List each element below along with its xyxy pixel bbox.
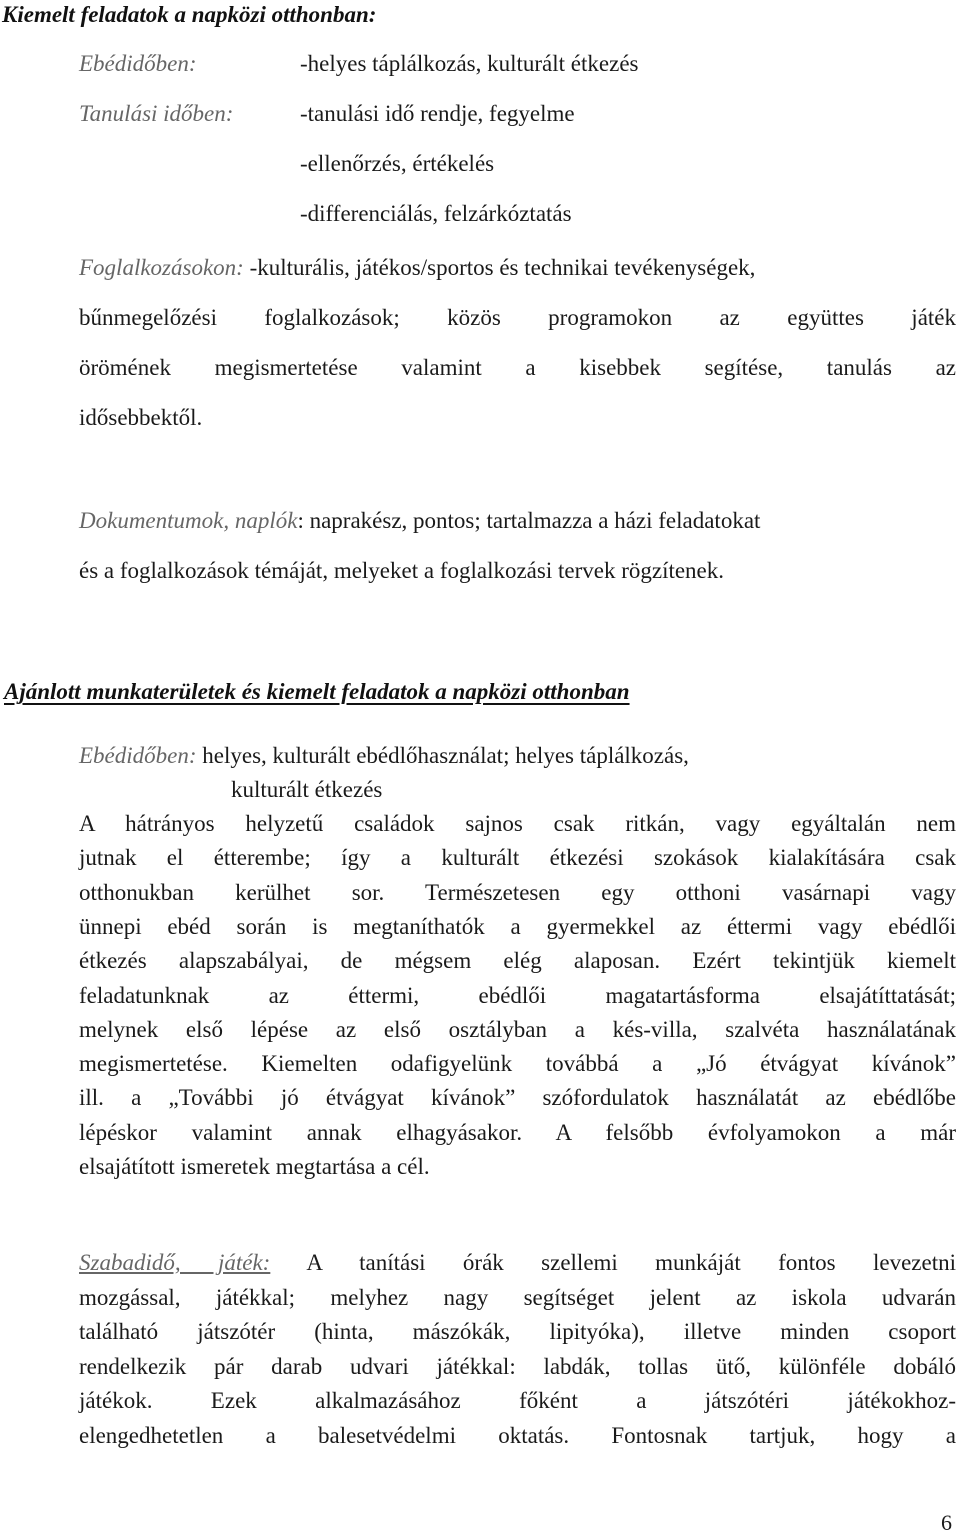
paragraph-line: rendelkezik pár darab udvari játékkal: labdák, tollas ütő, különféle dobáló	[79, 1353, 956, 1379]
activities-line-1	[79, 253, 755, 283]
label-activities: Foglalkozásokon:	[79, 255, 244, 280]
activities-line-2: bűnmegelőzési foglalkozások; közös programokon az együttes játék	[79, 305, 956, 330]
activities-text: -kulturális, játékos/sportos és technikai tevékenységek,	[243, 255, 756, 280]
study-task-1: -tanulási idő rendje, fegyelme	[300, 101, 575, 126]
paragraph-line: megismertetése. Kiemelten odafigyelünk továbbá a „Jó étvágyat kívánok”	[79, 1051, 956, 1077]
activities-line-4: idősebbektől.	[79, 405, 203, 430]
paragraph-line: található játszótér (hinta, mászókák, lipityóka), illetve minden csoport	[79, 1319, 956, 1345]
study-task-2: -ellenőrzés, értékelés	[300, 151, 495, 176]
paragraph-line: otthonukban kerülhet sor. Természetesen egy otthoni vasárnapi vagy	[79, 879, 956, 905]
paragraph-line: ünnepi ebéd során is megtaníthatók a gyermekkel az éttermi vagy ebédlői	[79, 913, 956, 939]
label-lunch: Ebédidőben:	[79, 51, 197, 76]
paragraph-line: jutnak el étterembe; így a kulturált étkezési szokások kialakítására csak	[79, 845, 956, 871]
paragraph-line: melynek első lépése az első osztályban a kés-villa, szalvéta használatának	[79, 1016, 956, 1042]
lunch-line-2: kulturált étkezés	[231, 777, 383, 802]
documents-text: : naprakész, pontos; tartalmazza a házi feladatokat	[297, 508, 761, 533]
free-time-text: A tanítási órák szellemi munkáját fontos levezetni	[270, 1250, 956, 1275]
free-time-line-1	[79, 1248, 956, 1278]
paragraph-line: játékok. Ezek alkalmazásához főként a játszótéri játékokhoz-	[79, 1388, 956, 1414]
documents-line-2: és a foglalkozások témáját, melyeket a foglalkozási tervek rögzítenek.	[79, 558, 725, 583]
paragraph-line: étkezés alapszabályai, de mégsem elég alaposan. Ezért tekintjük kiemelt	[79, 948, 956, 974]
page-number: 6	[941, 1510, 952, 1535]
section-heading: Kiemelt feladatok a napközi otthonban:	[2, 2, 377, 27]
lunch-text: helyes, kulturált ebédlőhasználat; helyes táplálkozás,	[196, 743, 689, 768]
paragraph-line: ill. a „További jó étvágyat kívánok” szófordulatok használatát az ebédlőbe	[79, 1085, 956, 1111]
label-documents: Dokumentumok, naplók	[79, 508, 298, 533]
documents-line-1	[79, 506, 760, 536]
paragraph-line: feladatunknak az éttermi, ebédlői magatartásforma elsajátíttatását;	[79, 982, 956, 1008]
label-free-time: Szabadidő, játék:	[79, 1250, 271, 1275]
activities-line-3: örömének megismertetése valamint a kisebbek segítése, tanulás az	[79, 355, 956, 380]
paragraph-line: elengedhetetlen a balesetvédelmi oktatás. Fontosnak tartjuk, hogy a	[79, 1422, 956, 1448]
paragraph-line: A hátrányos helyzetű családok sajnos csak ritkán, vagy egyáltalán nem	[79, 811, 956, 836]
paragraph-line: elsajátított ismeretek megtartása a cél.	[79, 1154, 430, 1179]
paragraph-line: mozgással, játékkal; melyhez nagy segítséget jelent az iskola udvarán	[79, 1285, 956, 1310]
lunch-line-1	[79, 741, 689, 771]
label-lunch-2: Ebédidőben:	[79, 743, 197, 768]
paragraph-line: lépéskor valamint annak elhagyásakor. A felsőbb évfolyamokon a már	[79, 1119, 956, 1145]
label-study: Tanulási időben:	[79, 101, 234, 126]
lunch-task: -helyes táplálkozás, kulturált étkezés	[300, 51, 639, 76]
main-heading: Ajánlott munkaterületek és kiemelt feladatok a napközi otthonban	[4, 679, 630, 704]
study-task-3: -differenciálás, felzárkóztatás	[300, 201, 572, 226]
